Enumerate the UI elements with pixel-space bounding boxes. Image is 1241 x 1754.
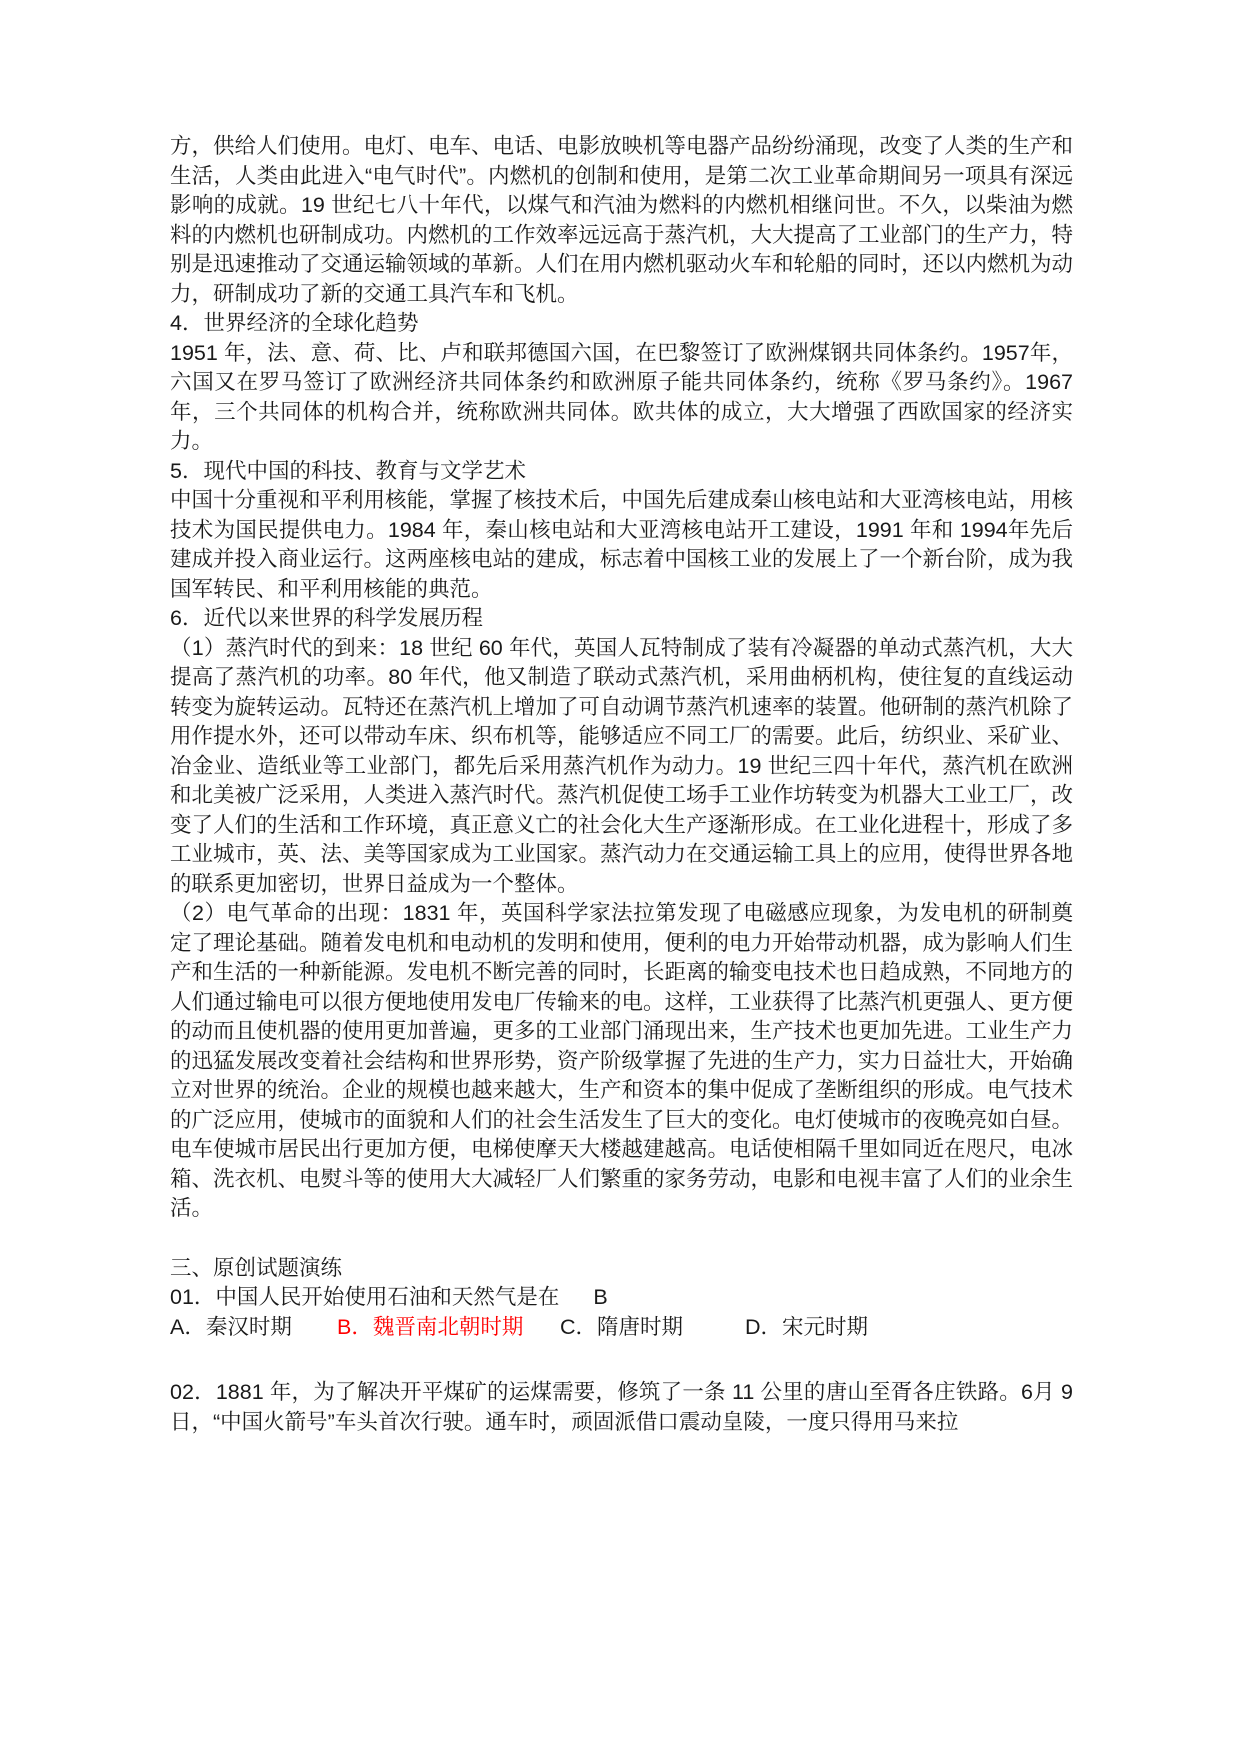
body-paragraph-steam-age: （1）蒸汽时代的到来：18 世纪 60 年代，英国人瓦特制成了装有冷凝器的单动式蒸汽机，大大提高了蒸汽机的功率。80 年代，他又制造了联动式蒸汽机，采用曲柄机构，使往复的直线运动转变为旋转运动。瓦特还在蒸汽机上增加了可自动调节蒸汽机速率的装置。他研制的蒸汽机除了用作提水外，还可以带动车床、织布机等，能够适应不同工厂的需要。此后，纺织业、采矿业、冶金业、造纸业等工业部门，都先后采用蒸汽机作为动力。19 世纪三四十年代，蒸汽机在欧洲和北美被广泛采用，人类进入蒸汽时代。蒸汽机促使工场手工业作坊转变为机器大工业工厂，改变了人们的生活和工作环境，真正意义亡的社会化大生产逐渐形成。在工业化进程十，形成了多工业城市，英、法、美等国家成为工业国家。蒸汽动力在交通运输工具上的应用，使得世界各地的联系更加密切，世界日益成为一个整体。 [170,635,1074,896]
option-a: A．秦汉时期 [170,1314,292,1339]
option-d: D．宋元时期 [745,1314,869,1339]
section-heading-exercises: 三、原创试题演练 [170,1255,343,1280]
section-heading-globalization: 4．世界经济的全球化趋势 [170,311,419,335]
option-b-correct-answer: B．魏晋南北朝时期 [337,1314,524,1339]
question-01 [170,1283,1073,1313]
body-paragraph-european-community: 1951 年，法、意、荷、比、卢和联邦德国六国，在巴黎签订了欧洲煤钢共同体条约。1957年，六国又在罗马签订了欧洲经济共同体条约和欧洲原子能共同体条约，统称《罗马条约》。1967 年，三个共同体的机构合并，统称欧洲共同体。欧共体的成立，大大增强了西欧国家的经济实力。 [170,340,1073,453]
option-c: C．隋唐时期 [560,1314,684,1339]
document-body [170,132,1073,1437]
body-paragraph-combustion-engine: 方，供给人们使用。电灯、电车、电话、电影放映机等电器产品纷纷涌现，改变了人类的生产和生活，人类由此进入“电气时代”。内燃机的创制和使用，是第二次工业革命期间另一项具有深远影响的成就。19 世纪七八十年代，以煤气和汽油为燃料的内燃机相继问世。不久，以柴油为燃料的内燃机也研制成功。内燃机的工作效率远远高于蒸汽机，大大提高了工业部门的生产力，特别是迅速推动了交通运输领域的革新。人们在用内燃机驱动火车和轮船的同时，还以内燃机为动力，研制成功了新的交通工具汽车和飞机。 [170,134,1074,306]
body-paragraph-nuclear-power: 中国十分重视和平利用核能，掌握了核技术后，中国先后建成秦山核电站和大亚湾核电站，用核技术为国民提供电力。1984 年，秦山核电站和大亚湾核电站开工建设，1991 年和 1994年先后建成并投入商业运行。这两座核电站的建成，标志着中国核工业的发展上了一个新台阶，成为我国军转民、和平利用核能的典范。 [170,488,1074,601]
question-01-options-row [170,1313,1073,1343]
section-heading-modern-china: 5．现代中国的科技、教育与文学艺术 [170,458,526,483]
body-paragraph-electric-revolution: （2）电气革命的出现：1831 年，英国科学家法拉第发现了电磁感应现象，为发电机的研制奠定了理论基础。随着发电机和电动机的发明和使用，便利的电力开始带动机器，成为影响人们生产和生活的一种新能源。发电机不断完善的同时，长距离的输变电技术也日趋成熟，不同地方的人们通过输电可以很方便地使用发电厂传输来的电。这样，工业获得了比蒸汽机更强人、更方便的动而且使机器的使用更加普遍，更多的工业部门涌现出来，生产技术也更加先进。工业生产力的迅猛发展改变着社会结构和世界形势，资产阶级掌握了先进的生产力，实力日益壮大，开始确立对世界的统治。企业的规模也越来越大，生产和资本的集中促成了垄断组织的形成。电气技术的广泛应用，使城市的面貌和人们的社会生活发生了巨大的变化。电灯使城市的夜晚亮如白昼。电车使城市居民出行更加方便，电梯使摩天大楼越建越高。电话使相隔千里如同近在咫尺，电冰箱、洗衣机、电熨斗等的使用大大减轻厂人们繁重的家务劳动，电影和电视丰富了人们的业余生活。 [170,901,1074,1220]
question-01-text: 01．中国人民开始使用石油和天然气是在 [170,1285,560,1309]
question-01-answer: B [593,1285,608,1309]
question-02: 02．1881 年，为了解决开平煤矿的运煤需要，修筑了一条 11 公里的唐山至胥各庄铁路。6月 9 日，“中国火箭号”车头首次行驶。通车时，顽固派借口震动皇陵，一度只得用马来拉 [170,1380,1073,1434]
section-heading-science-history: 6．近代以来世界的科学发展历程 [170,606,483,630]
